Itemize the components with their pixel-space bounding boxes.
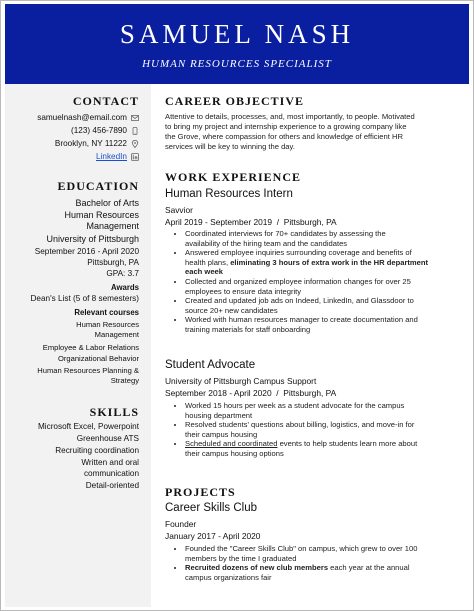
list-item: • Created and updated job ads on Indeed, LinkedIn, and Glassdoor to source 20+ new candidates (185, 296, 445, 315)
email-icon (131, 114, 139, 122)
list-item: • Founded the "Career Skills Club" on campus, which grew to over 100 members by the time I graduated (185, 544, 445, 563)
degree: Bachelor of Arts (75, 198, 139, 208)
skill-item: Microsoft Excel, Powerpoint (37, 422, 139, 431)
skill-item: Detail-oriented (85, 481, 139, 490)
phone-icon (131, 127, 139, 135)
project-dates: January 2017 - April 2020 (165, 531, 261, 541)
education-location: Pittsburgh, PA (87, 258, 139, 267)
course-3: Organizational Behavior (57, 354, 139, 363)
objective-line: to bring my project and internship experience to a growing company like (165, 122, 407, 131)
awards-text: Dean's List (5 of 8 semesters) (30, 294, 139, 303)
contact-linkedin[interactable] (96, 150, 139, 163)
list-item: • Collected and organized employee information changes for over 25 employees to ensure data integrity (185, 277, 445, 296)
separator: / (276, 388, 279, 398)
gpa: GPA: 3.7 (106, 269, 139, 278)
course-1-line-1: Human Resources (76, 320, 139, 329)
list-item: • Answered employee inquiries surrounding coverage and benefits of health plans, eliminating 3 hours of extra work in the HR department each week (185, 248, 445, 277)
location-text: Brooklyn, NY 11222 (54, 139, 127, 148)
contact-phone (71, 124, 139, 137)
project-role: Founder (165, 519, 197, 529)
courses-heading: Relevant courses (74, 308, 139, 317)
job-company: University of Pittsburgh Campus Support (165, 376, 317, 386)
objective-line: Attentive to details, processes, and, most importantly, to people. Motivated (165, 112, 415, 121)
job-location: Pittsburgh, PA (283, 217, 337, 227)
skill-item: communication (83, 469, 139, 478)
job-title: Student Advocate (165, 359, 256, 371)
sidebar (5, 84, 151, 607)
job-dates (165, 217, 337, 227)
linkedin-icon (131, 153, 139, 161)
job-bullets (165, 401, 445, 459)
job-date-range: April 2019 - September 2019 (165, 217, 273, 227)
location-icon (131, 140, 139, 148)
course-1-line-2: Management (94, 330, 139, 339)
job-company: Savvior (165, 205, 193, 215)
skill-item: Recruiting coordination (55, 446, 139, 455)
contact-email (37, 111, 139, 124)
course-4-line-1: Human Resources Planning & (37, 366, 139, 375)
major-line-1: Human Resources (64, 210, 139, 220)
objective-heading: CAREER OBJECTIVE (165, 94, 305, 108)
candidate-name: SAMUEL NASH (119, 19, 355, 49)
education-dates: September 2016 - April 2020 (34, 247, 139, 256)
list-item: • Resolved students' questions about billing, logistics, and move-in for their campus housing (185, 420, 445, 439)
job-location: Pittsburgh, PA (283, 388, 337, 398)
project-title: Career Skills Club (165, 502, 258, 514)
list-item: • Recruited dozens of new club members each year at the annual campus organizations fair (185, 563, 445, 582)
course-2: Employee & Labor Relations (42, 343, 139, 352)
job-date-range: September 2018 - April 2020 (165, 388, 272, 398)
objective-line: services will be key to winning the day. (165, 142, 295, 151)
candidate-role: HUMAN RESOURCES SPECIALIST (142, 58, 332, 70)
contact-location (55, 137, 139, 150)
skill-item: Greenhouse ATS (76, 434, 139, 443)
school: University of Pittsburgh (46, 234, 139, 244)
education-heading: EDUCATION (57, 179, 139, 193)
skills-heading: SKILLS (89, 405, 139, 419)
separator: / (276, 217, 280, 227)
project-bullets (165, 544, 445, 582)
list-item: • Worked 15 hours per week as a student advocate for the campus housing department (185, 401, 445, 420)
email-text: samuelnash@email.com (37, 113, 127, 122)
job-title: Human Resources Intern (165, 188, 293, 200)
list-item: • Worked with human resources manager to create documentation and training materials for staff onboarding (185, 315, 445, 334)
linkedin-link[interactable]: LinkedIn (96, 152, 127, 161)
course-4-line-2: Strategy (110, 376, 139, 385)
contact-heading: CONTACT (72, 94, 139, 108)
awards-heading: Awards (110, 283, 139, 292)
projects-heading: PROJECTS (165, 485, 236, 499)
phone-text: (123) 456-7890 (71, 126, 127, 135)
list-item: • Scheduled and coordinated events to help students learn more about their campus housing options (185, 439, 445, 458)
major-line-2: Management (86, 221, 139, 231)
skill-item: Written and oral (81, 458, 139, 467)
list-item: • Coordinated interviews for 70+ candidates by assessing the availability of the hiring team and the candidates (185, 229, 445, 248)
resume-header (5, 4, 469, 84)
job-dates (165, 388, 336, 398)
work-heading: WORK EXPERIENCE (165, 170, 302, 184)
objective-line: the Grove, where compassion for others and knowledge of efficient HR (165, 132, 403, 141)
job-bullets (165, 229, 445, 335)
